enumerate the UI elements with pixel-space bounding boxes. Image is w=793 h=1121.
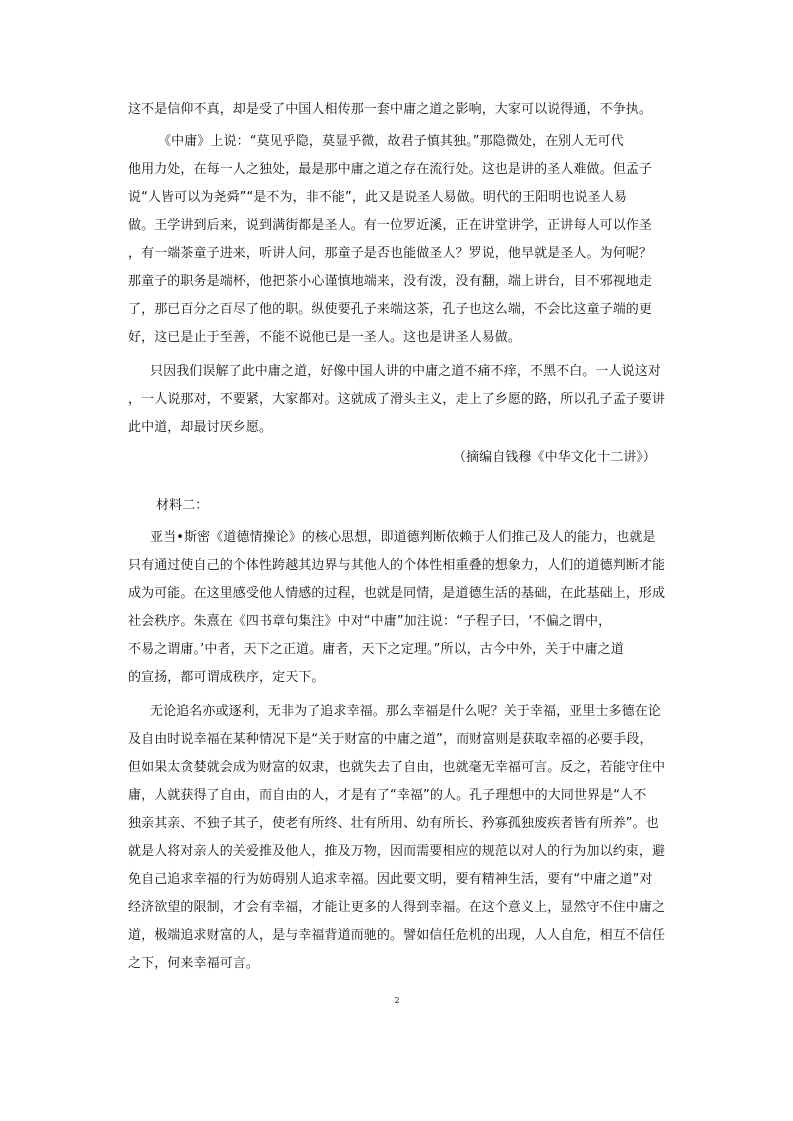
paragraph-line: 此中道，却最讨厌乡愿。	[128, 420, 273, 435]
source-citation: （摘编自钱穆《中华文化十二讲》）	[452, 450, 656, 465]
paragraph-line: 说“人皆可以为尧舜”“是不为，非不能”，此又是说圣人易做。明代的王阳明也说圣人易	[128, 190, 627, 205]
paragraph-line: 只因我们误解了此中庸之道，好像中国人讲的中庸之道不痛不痒，不黑不白。一人说这对	[150, 364, 661, 379]
paragraph-line: 做。王学讲到后来，说到满街都是圣人。有一位罗近溪，正在讲堂讲学，正讲每人可以作圣	[128, 218, 653, 233]
paragraph-line: ，有一端茶童子进来，听讲人问，那童子是否也能做圣人？罗说，他早就是圣人。为何呢？	[128, 246, 653, 261]
paragraph-line: 无论追名亦或逐利，无非为了追求幸福。那么幸福是什么呢？关于幸福，亚里士多德在论	[150, 704, 661, 719]
paragraph-line: 经济欲望的限制，才会有幸福，才能让更多的人得到幸福。在这个意义上，显然守不住中庸之	[128, 900, 666, 915]
paragraph-line: 庸，人就获得了自由，而自由的人，才是有了“幸福”的人。孔子理想中的大同世界是“人不	[128, 788, 647, 803]
paragraph-line: 那童子的职务是端杯，他把茶小心谨慎地端来，没有泼，没有翻，端上讲台，目不邪视地走	[128, 274, 653, 289]
paragraph-line: 道，极端追求财富的人，是与幸福背道而驰的。譬如信任危机的出现，人人自危，相互不信任	[128, 928, 666, 943]
paragraph-line: 他用力处，在每一人之独处，最是那中庸之道之存在流行处。这也是讲的圣人难做。但孟子	[128, 162, 653, 177]
paragraph-line: 的宣扬，都可谓成秩序，定天下。	[128, 670, 325, 685]
paragraph-line: 好，这已是止于至善，不能不说他已是一圣人。这也是讲圣人易做。	[128, 330, 522, 345]
paragraph-line: 这不是信仰不真，却是受了中国人相传那一套中庸之道之影响，大家可以说得通，不争执。	[128, 102, 653, 117]
paragraph-line: 了，那已百分之百尽了他的职。纵使要孔子来端这茶，孔子也这么端，不会比这童子端的更	[128, 302, 653, 317]
paragraph-line: 《中庸》上说：“莫见乎隐，莫显乎微，故君子慎其独。”那隐微处，在别人无可代	[158, 134, 624, 149]
paragraph-line: 独亲其亲、不独子其子，使老有所终、壮有所用、幼有所长、矜寡孤独废疾者皆有所养”。也	[128, 816, 659, 831]
paragraph-line: 成为可能。在这里感受他人情感的过程，也就是同情，是道德生活的基础，在此基础上，形成	[128, 586, 666, 601]
paragraph-line: 只有通过使自己的个体性跨越其边界与其他人的个体性相重叠的想象力，人们的道德判断才能	[128, 558, 666, 573]
page-number: 2	[394, 996, 400, 1005]
material-heading: 材料二：	[156, 498, 209, 513]
paragraph-line: ，一人说那对，不要紧，大家都对。这就成了滑头主义，走上了乡愿的路，所以孔子孟子要讲	[128, 392, 666, 407]
paragraph-line: 但如果太贪婪就会成为财富的奴隶，也就失去了自由，也就毫无幸福可言。反之，若能守住中	[128, 760, 666, 775]
paragraph-line: 免自己追求幸福的行为妨碍别人追求幸福。因此要文明，要有精神生活，要有“中庸之道”对	[128, 872, 653, 887]
paragraph-line: 及自由时说幸福在某种情况下是“关于财富的中庸之道”，而财富则是获取幸福的必要手段，	[128, 732, 653, 747]
paragraph-line: 之下，何来幸福可言。	[128, 956, 260, 971]
paragraph-line: 亚当•斯密《道德情操论》的核心思想，即道德判断依赖于人们推己及人的能力，也就是	[150, 530, 656, 545]
paragraph-line: 就是人将对亲人的关爱推及他人，推及万物，因而需要相应的规范以对人的行为加以约束，避	[128, 844, 666, 859]
paragraph-line: 不易之谓庸。’中者，天下之正道。庸者，天下之定理。”所以，古今中外，关于中庸之道	[128, 642, 624, 657]
paragraph-line: 社会秩序。朱熹在《四书章句集注》中对“中庸”加注说：“子程子曰，‘不偏之谓中，	[128, 614, 612, 629]
